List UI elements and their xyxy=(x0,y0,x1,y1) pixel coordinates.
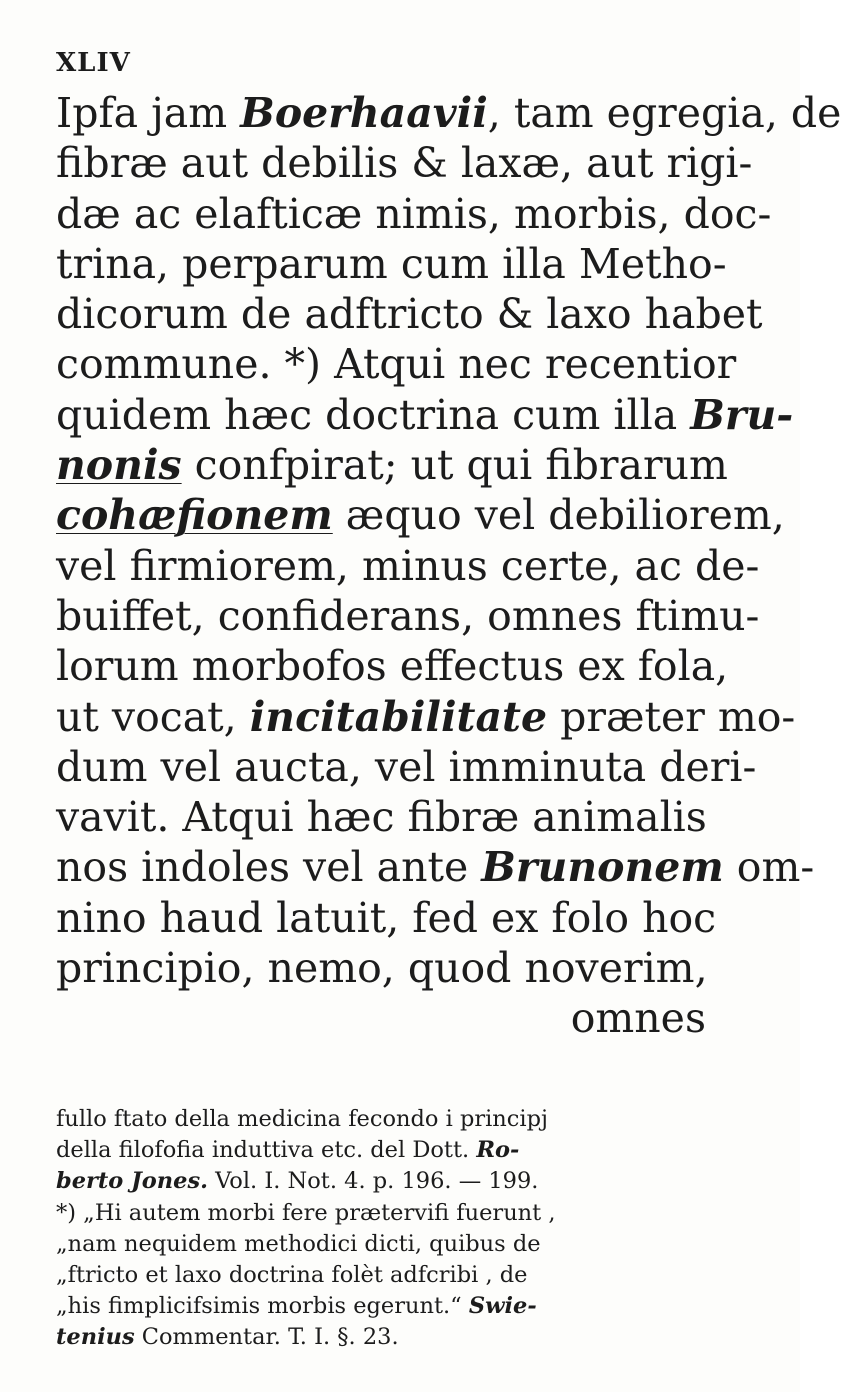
footnote-line-5 xyxy=(56,1229,786,1260)
footnote-line-7 xyxy=(56,1291,786,1322)
footnote-line-1 xyxy=(56,1104,786,1135)
main-text xyxy=(56,88,841,1044)
footnote-line-segment: fullo ftato della medicina fecondo i principj xyxy=(56,1106,548,1132)
text-line-13 xyxy=(56,692,796,742)
text-line-segment: Bru- xyxy=(690,390,794,439)
text-line-segment: præter mo- xyxy=(547,692,796,741)
text-line-segment xyxy=(56,441,182,489)
underlined-word: cohæfionem xyxy=(56,491,333,540)
footnote-line-segment: tenius xyxy=(56,1324,135,1351)
footnote-line-6 xyxy=(56,1260,786,1291)
underlined-word: nonis xyxy=(56,441,182,490)
text-line-segment: incitabilitate xyxy=(249,692,548,741)
text-line-7 xyxy=(56,390,796,440)
footnote-line-segment: della filofofia induttiva etc. del Dott. xyxy=(56,1137,477,1164)
text-line-segment: lorum morbofos effectus ex fola, xyxy=(56,642,729,691)
footnote-line-segment: Ro- xyxy=(476,1137,520,1164)
footnote-line-segment: *) „Hi autem morbi fere prætervifi fuerunt , xyxy=(56,1199,556,1226)
text-line-segment: dum vel aucta, vel imminuta deri- xyxy=(56,742,757,791)
text-line-segment: Boerhaavii xyxy=(240,89,488,137)
text-line-segment: quidem hæc doctrina cum illa xyxy=(56,390,691,439)
text-line-5 xyxy=(56,289,796,339)
text-line-segment: commune. *) Atqui nec recentior xyxy=(56,340,737,389)
text-line-segment: Ipfa jam xyxy=(56,89,241,137)
footnote-line-segment: „nam nequidem methodici dicti, quibus de xyxy=(56,1230,541,1257)
text-line-18 xyxy=(56,943,796,993)
footnote-line-segment: berto Jones. xyxy=(56,1168,208,1195)
text-line-segment: vel firmiorem, minus certe, ac de- xyxy=(56,541,760,590)
footnotes xyxy=(56,1104,786,1354)
text-line-11 xyxy=(56,591,796,641)
text-line-1 xyxy=(56,88,841,138)
footnote-line-2 xyxy=(56,1135,786,1166)
text-line-segment: nos indoles vel ante xyxy=(56,843,482,892)
text-line-segment: buiffet, confiderans, omnes ftimu- xyxy=(56,591,760,640)
footnote-line-segment: „his fimplicifsimis morbis egerunt.“ xyxy=(56,1293,469,1320)
footnote-line-segment: Commentar. T. I. §. 23. xyxy=(134,1324,399,1351)
text-line-14 xyxy=(56,742,796,792)
text-line-4 xyxy=(56,239,796,289)
text-line-segment: , tam egregia, de xyxy=(487,89,841,137)
footnote-line-segment: „ftricto et laxo doctrina folèt adfcribi , de xyxy=(56,1262,528,1289)
footnote-line-segment: Vol. I. Not. 4. p. 196. — 199. xyxy=(207,1168,539,1195)
text-line-segment: dicorum de adftricto & laxo habet xyxy=(56,290,763,339)
text-line-segment: trina, perparum cum illa Metho- xyxy=(56,239,727,288)
footnote-line-4 xyxy=(56,1198,786,1229)
text-line-segment: nino haud latuit, fed ex folo hoc xyxy=(56,893,717,942)
text-line-segment: æquo vel debiliorem, xyxy=(332,491,785,540)
text-line-3 xyxy=(56,189,796,239)
text-line-segment: vavit. Atqui hæc fibræ animalis xyxy=(56,793,707,842)
text-line-segment xyxy=(56,491,333,539)
text-line-segment: ut vocat, xyxy=(56,692,250,741)
footnote-line-8 xyxy=(56,1322,786,1353)
text-line-segment: fibræ aut debilis & laxæ, aut rigi- xyxy=(56,139,753,188)
footnote-line-segment: Swie- xyxy=(468,1293,537,1320)
text-line-15 xyxy=(56,792,796,842)
text-line-12 xyxy=(56,641,796,691)
text-line-segment: om- xyxy=(723,843,815,892)
footnote-line-3 xyxy=(56,1166,786,1197)
text-line-segment: confpirat; ut qui fibrarum xyxy=(181,441,728,490)
text-line-2 xyxy=(56,138,796,188)
page-number: XLIV xyxy=(56,48,131,78)
text-line-9 xyxy=(56,490,796,540)
catchword: omnes xyxy=(570,994,706,1043)
text-line-17 xyxy=(56,893,796,943)
text-line-8 xyxy=(56,440,796,490)
text-line-16 xyxy=(56,842,815,892)
text-line-segment: principio, nemo, quod noverim, xyxy=(56,944,708,993)
text-line-segment: dæ ac elafticæ nimis, morbis, doc- xyxy=(56,189,772,238)
text-line-10 xyxy=(56,541,796,591)
text-line-6 xyxy=(56,339,796,389)
text-line-segment: Brunonem xyxy=(481,843,724,892)
